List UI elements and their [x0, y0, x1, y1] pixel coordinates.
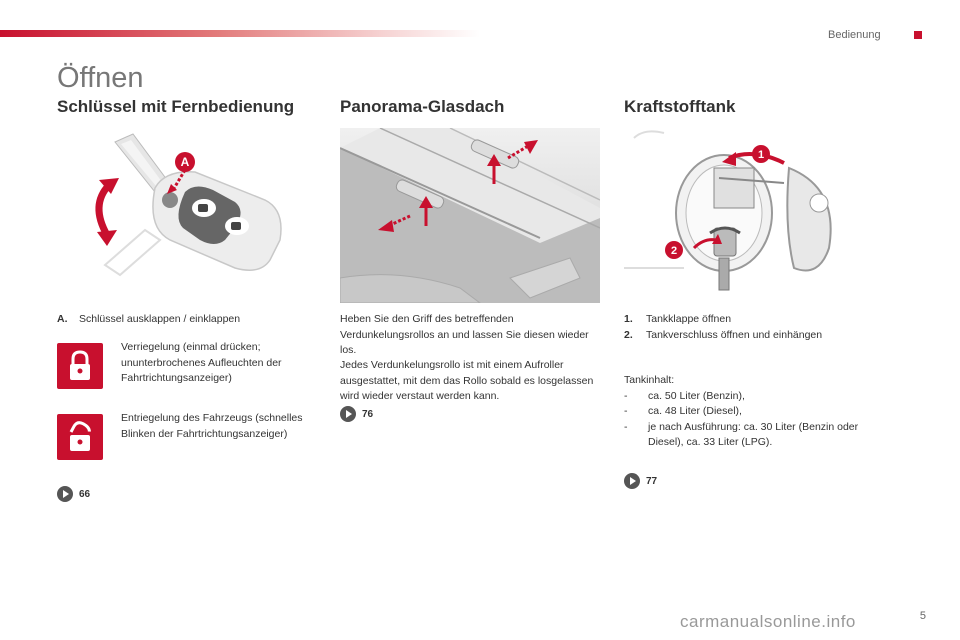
page-ref-76-label: 76 [362, 408, 374, 420]
fuel-steps [624, 312, 894, 343]
section-marker [914, 31, 922, 39]
key-label-a: A. [57, 313, 68, 325]
fuel-step-2 [624, 328, 894, 344]
page-ref-arrow-icon [57, 486, 73, 502]
header-accent-bar [0, 30, 480, 37]
fuel-step-2-text: Tankverschluss öffnen und einhängen [646, 328, 823, 341]
heading-key: Schlüssel mit Fernbedienung [57, 97, 295, 116]
fuel-tank-illustration [624, 128, 849, 303]
fuel-capacity-item-2: - ca. 48 Liter (Diesel), [624, 404, 894, 420]
unlock-icon [57, 414, 103, 460]
fuel-capacity-item-3: - je nach Ausführung: ca. 30 Liter (Benzin oder Diesel), ca. 33 Liter (LPG). [624, 420, 894, 451]
fuel-capacity-item-2-text: ca. 48 Liter (Diesel), [648, 405, 742, 417]
callout-a-label: A [180, 155, 190, 169]
fuel-capacity-item-3-text: je nach Ausführung: ca. 30 Liter (Benzin oder Diesel), ca. 33 Liter (LPG). [648, 420, 859, 448]
heading-sunroof: Panorama-Glasdach [340, 97, 505, 116]
page-ref-77-label: 77 [646, 475, 658, 487]
page-number: 5 [919, 610, 926, 622]
page-ref-arrow-icon [624, 473, 640, 489]
section-label: Bedienung [828, 29, 881, 41]
watermark: carmanualsonline.info [680, 612, 856, 631]
page-ref-66[interactable] [57, 486, 90, 502]
page-ref-77[interactable] [624, 473, 657, 489]
key-illustration [85, 130, 300, 280]
fuel-step-1 [624, 312, 894, 328]
sunroof-text-1: Heben Sie den Griff des betreffenden Verdunkelungsrollos an und lassen Sie diesen wieder los. [340, 313, 589, 356]
fuel-step-1-text: Tankklappe öffnen [646, 313, 732, 325]
page-ref-arrow-icon [340, 406, 356, 422]
page-ref-66-label: 66 [79, 488, 91, 500]
lock-description: Verriegelung (einmal drücken; ununterbrochenes Aufleuchten der Fahrtrichtungsanzeiger) [121, 341, 282, 384]
unlock-description: Entriegelung des Fahrzeugs (schnelles Blinken der Fahrtrichtungsanzeiger) [121, 412, 303, 440]
lock-icon [57, 343, 103, 389]
sunroof-illustration [340, 128, 600, 303]
callout-1-label: 1 [757, 149, 765, 161]
unlock-button-box [57, 414, 103, 460]
fuel-capacity-item-1: - ca. 50 Liter (Benzin), [624, 389, 894, 405]
page-title: Öffnen [57, 62, 144, 94]
fuel-capacity [624, 373, 894, 451]
fuel-step-2-num: 2. [624, 328, 633, 341]
fuel-step-1-num: 1. [624, 313, 633, 325]
fuel-capacity-item-1-text: ca. 50 Liter (Benzin), [648, 389, 745, 402]
page-ref-76[interactable] [340, 406, 373, 422]
callout-2-label: 2 [670, 245, 678, 257]
lock-button-box [57, 343, 103, 389]
sunroof-text-2: Jedes Verdunkelungsrollo ist mit einem Aufroller ausgestattet, mit dem das Rollo sobald es losgelassen wird wieder verstaut werden kann. [340, 359, 594, 402]
heading-fuel-tank: Kraftstofftank [624, 97, 736, 116]
fuel-capacity-label: Tankinhalt: [624, 374, 675, 386]
key-instruction-a [57, 312, 297, 328]
key-text-a: Schlüssel ausklappen / einklappen [79, 313, 241, 325]
